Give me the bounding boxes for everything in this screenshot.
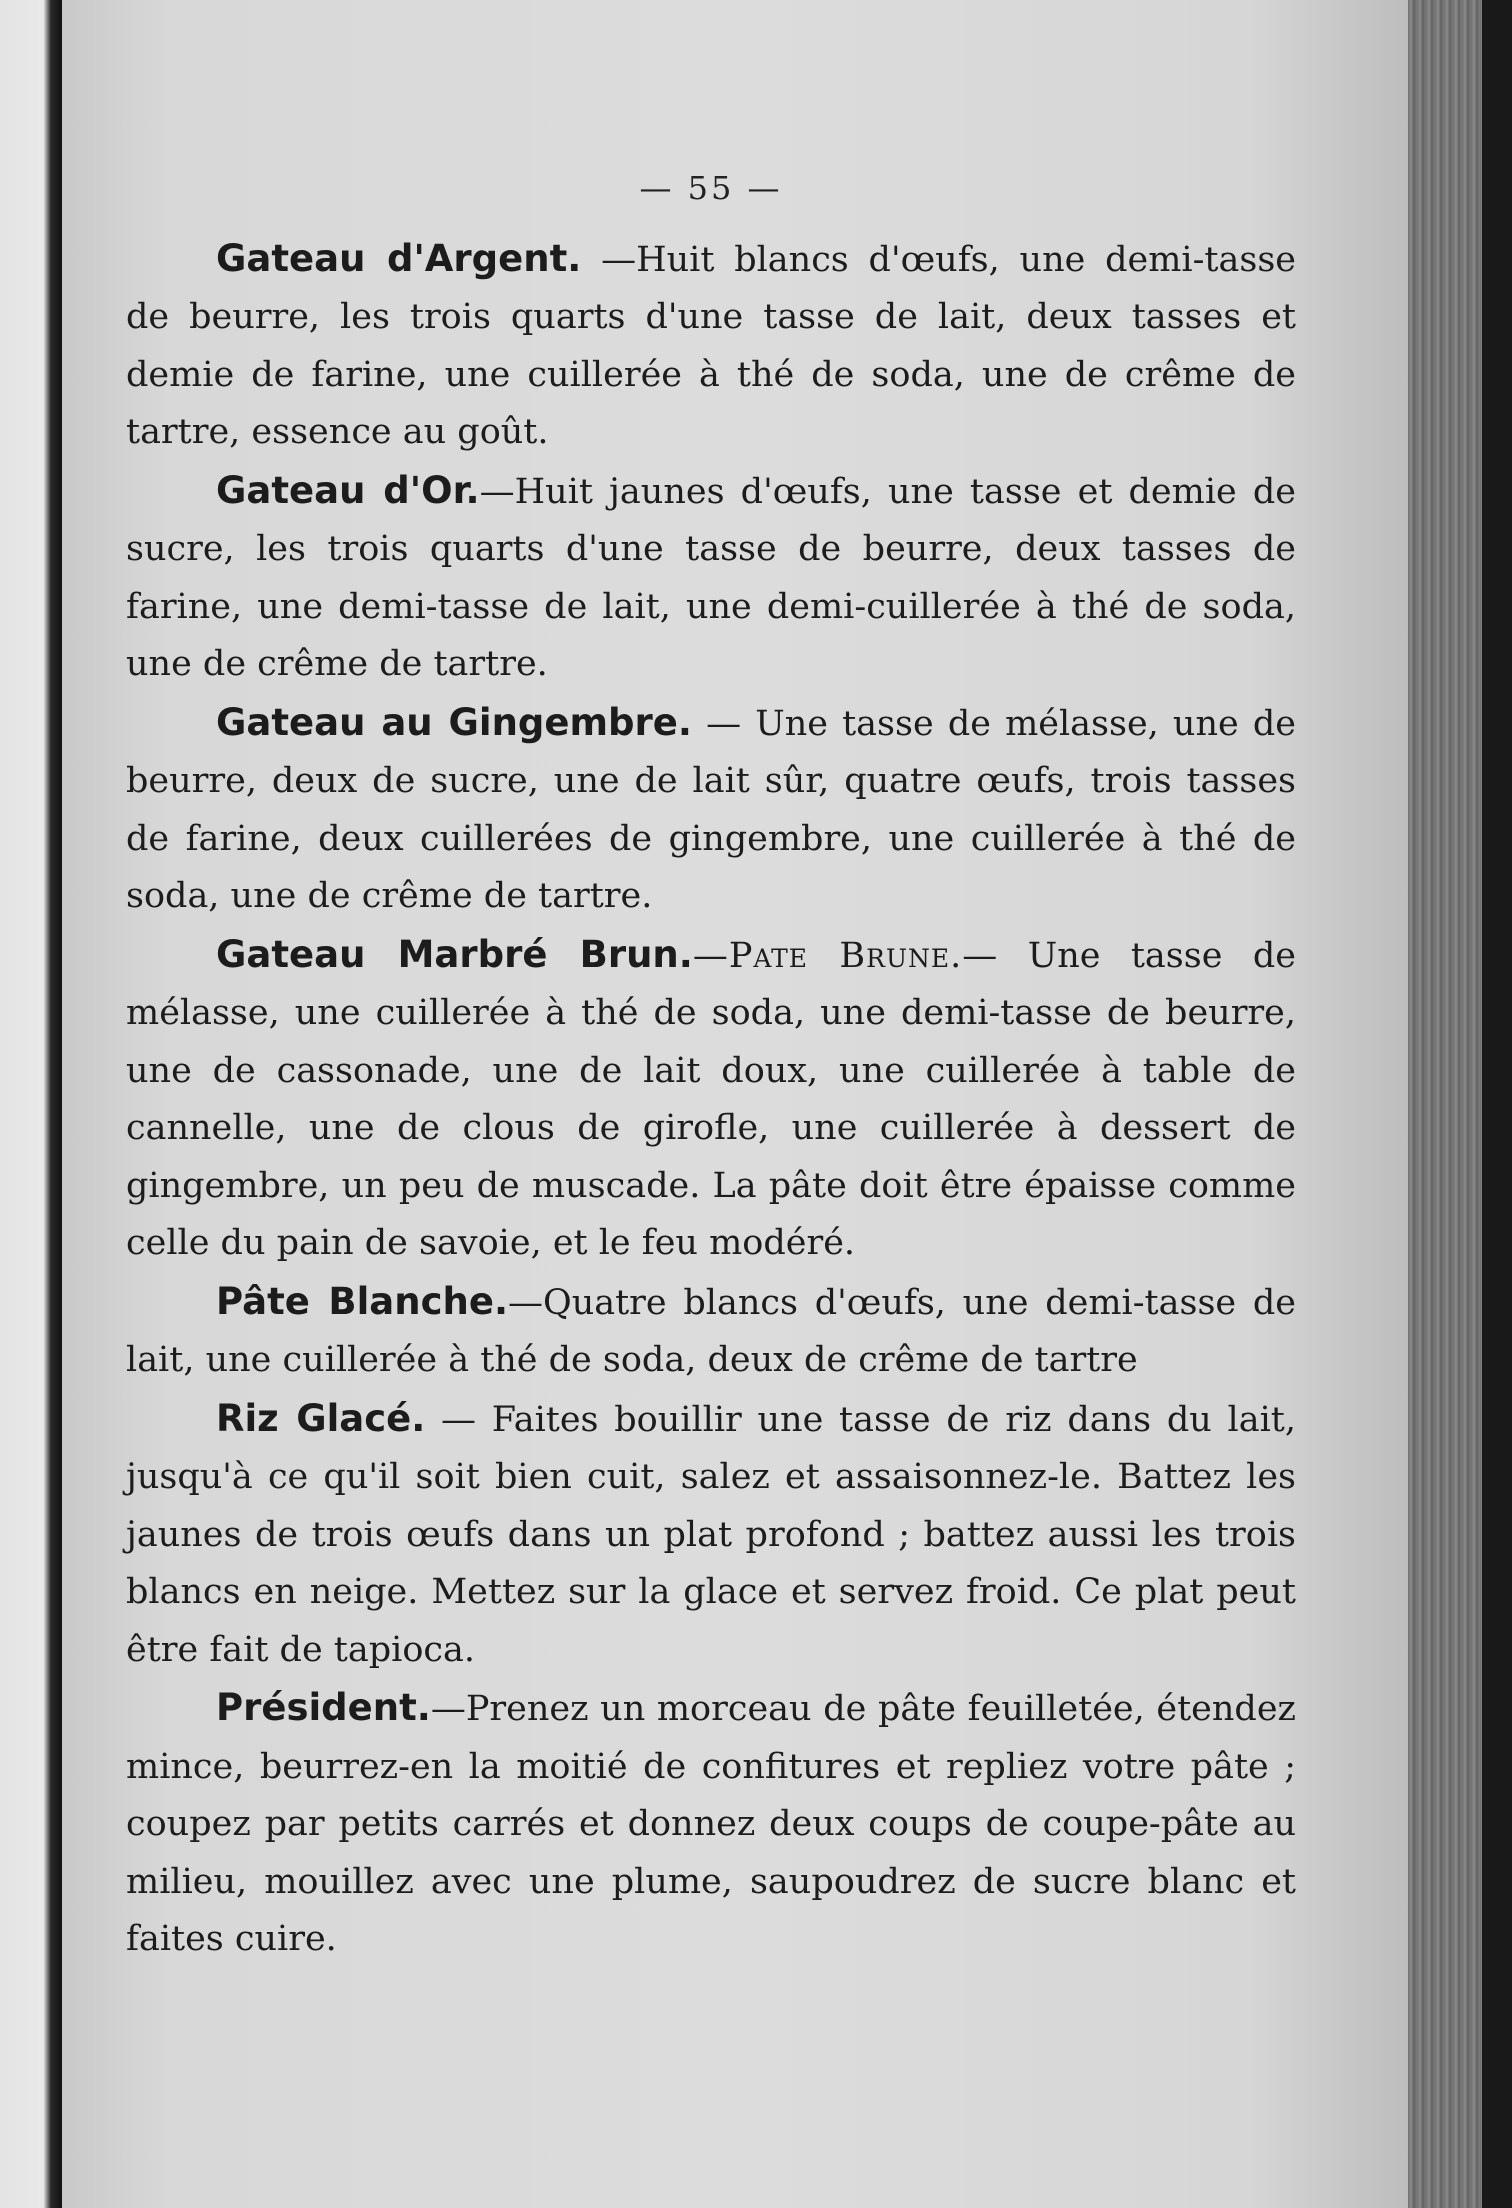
page-number: — 55 — — [639, 169, 783, 207]
recipe-gateau-or — [126, 462, 1296, 694]
recipe-title: Riz Glacé. — [216, 1396, 426, 1440]
recipe-body: — Une tasse de mélasse, une de beurre, deux de sucre, une de lait sûr, quatre œufs, trois tasses de farine, deux cuillerées de gingembre, une cuillerée à thé de soda, une de crême de tartre. — [126, 703, 1296, 916]
recipe-title: Gateau d'Or. — [216, 468, 480, 512]
recipe-gateau-argent — [126, 230, 1296, 462]
recipe-title: Président. — [216, 1686, 431, 1729]
recipe-title: Gateau Marbré Brun. — [216, 932, 693, 976]
recipe-body: — Une tasse de mélasse, une cuillerée à thé de soda, une demi-tasse de beurre, une de cassonade, une de lait doux, une cuillerée à table de cannelle, une de clous de girofle, une cuillerée à dessert de gingembre, un peu de muscade. La pâte doit être épaisse comme celle du pain de savoie, et le feu modéré. — [126, 935, 1296, 1263]
page-text — [126, 160, 1296, 1969]
page-gutter — [0, 0, 62, 2208]
recipe-body: —Huit blancs d'œufs, une demi-tasse de beurre, les trois quarts d'une tasse de lait, deux tasses et demie de farine, une cuillerée à thé de soda, une de crême de tartre, essence au goût. — [126, 239, 1296, 452]
recipe-riz-glace — [126, 1390, 1296, 1680]
recipe-title: Pâte Blanche. — [216, 1279, 509, 1323]
recipe-body: —Quatre blancs d'œufs, une demi-tasse de lait, une cuillerée à thé de soda, deux de crême de tartre — [126, 1282, 1296, 1380]
recipe-gateau-marbre-brun — [126, 926, 1296, 1273]
recipe-pate-blanche — [126, 1273, 1296, 1390]
recipe-body: —Prenez un morceau de pâte feuilletée, étendez mince, beurrez-en la moitié de confitures et repliez votre pâte ; coupez par petits carrés et donnez deux coups de coupe-pâte au milieu, mouillez avec une plume, saupoudrez de sucre blanc et faites cuire. — [126, 1689, 1296, 1959]
page-edges — [1408, 0, 1512, 2208]
recipe-president — [126, 1679, 1296, 1969]
recipe-body: —Huit jaunes d'œufs, une tasse et demie de sucre, les trois quarts d'une tasse de beurre, deux tasses de farine, une demi-tasse de lait, une demi-cuillerée à thé de soda, une de crême de tartre. — [126, 471, 1296, 684]
recipe-gateau-gingembre — [126, 694, 1296, 926]
recipe-subtitle: —Pate Brune. — [692, 935, 963, 976]
recipe-title: Gateau d'Argent. — [216, 236, 582, 280]
recipe-body: — Faites bouillir une tasse de riz dans du lait, jusqu'à ce qu'il soit bien cuit, salez et assaisonnez-le. Battez les jaunes de trois œufs dans un plat profond ; battez aussi les trois blancs en neige. Mettez sur la glace et servez froid. Ce plat peut être fait de tapioca. — [126, 1399, 1296, 1670]
recipe-title: Gateau au Gingembre. — [216, 700, 692, 744]
